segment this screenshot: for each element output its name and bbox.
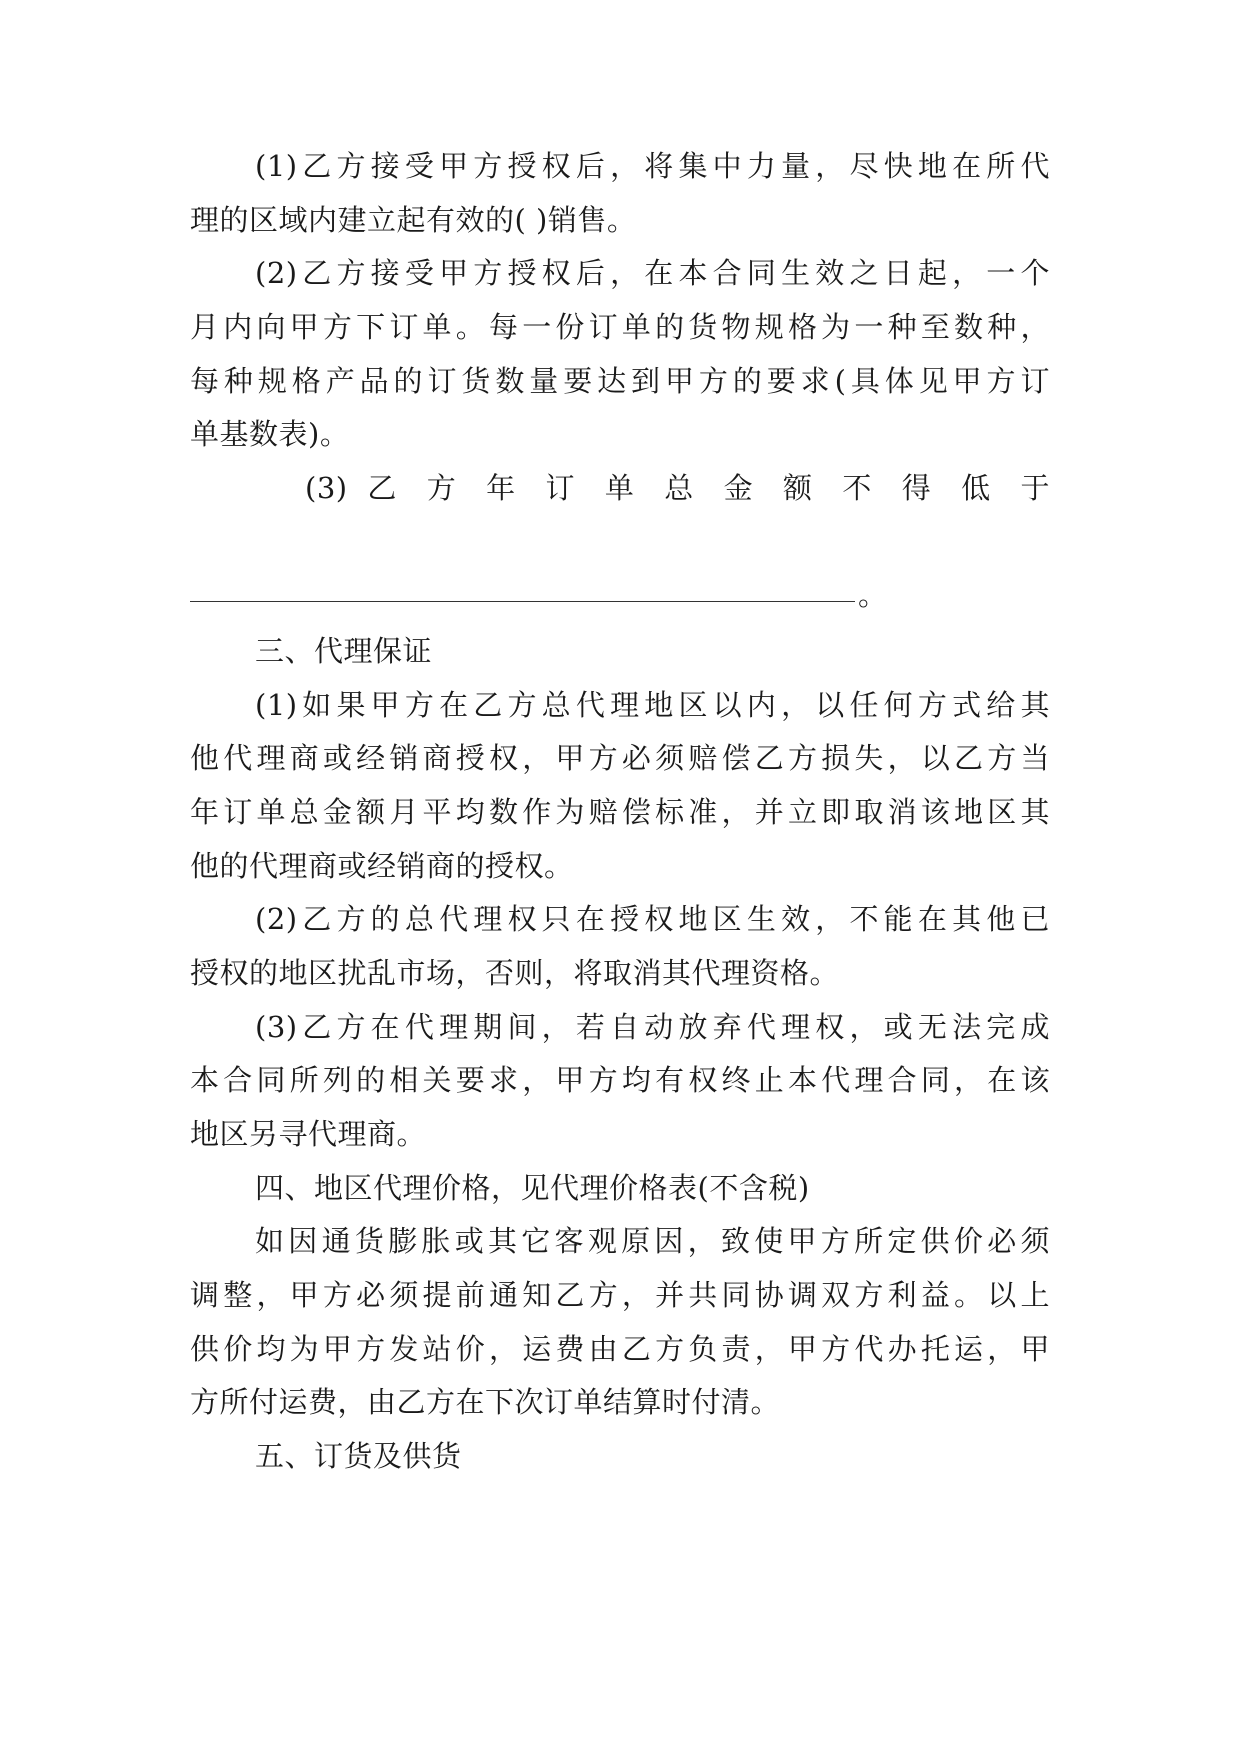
section-4-para-line-4: 方所付运费，由乙方在下次订单结算时付清。: [190, 1385, 781, 1419]
clause-3-3-line-1: (3)乙方在代理期间，若自动放弃代理权，或无法完成: [255, 1010, 1050, 1044]
clause-3-1-line-2: 他代理商或经销商授权，甲方必须赔偿乙方损失，以乙方当: [190, 741, 1050, 775]
blank-underline: [190, 601, 855, 602]
section-4-para-line-2: 调整，甲方必须提前通知乙方，并共同协调双方利益。以上: [190, 1278, 1050, 1312]
clause-2-1-line-2: 理的区域内建立起有效的( )销售。: [190, 203, 637, 237]
clause-2-3-line-1: (3) 乙 方 年 订 单 总 金 额 不 得 低 于: [305, 471, 1050, 505]
clause-2-2-line-3: 每种规格产品的订货数量要达到甲方的要求(具体见甲方订: [190, 364, 1050, 398]
clause-3-1-line-1: (1)如果甲方在乙方总代理地区以内，以任何方式给其: [255, 688, 1050, 722]
clause-3-2-line-1: (2)乙方的总代理权只在授权地区生效，不能在其他已: [255, 902, 1050, 936]
clause-3-1-line-3: 年订单总金额月平均数作为赔偿标准，并立即取消该地区其: [190, 795, 1050, 829]
section-4-heading: 四、地区代理价格，见代理价格表(不含税): [255, 1171, 810, 1205]
clause-2-1-line-1: (1)乙方接受甲方授权后，将集中力量，尽快地在所代: [255, 149, 1050, 183]
clause-2-2-line-1: (2)乙方接受甲方授权后，在本合同生效之日起，一个: [255, 256, 1050, 290]
amount-blank-line: [190, 578, 888, 612]
clause-3-3-line-3: 地区另寻代理商。: [190, 1117, 427, 1151]
clause-2-2-line-2: 月内向甲方下订单。每一份订单的货物规格为一种至数种，: [190, 310, 1050, 344]
section-5-heading: 五、订货及供货: [255, 1439, 462, 1473]
clause-3-3-line-2: 本合同所列的相关要求，甲方均有权终止本代理合同，在该: [190, 1063, 1050, 1097]
clause-2-2-line-4: 单基数表)。: [190, 417, 350, 451]
section-3-heading: 三、代理保证: [255, 634, 433, 668]
section-4-para-line-1: 如因通货膨胀或其它客观原因，致使甲方所定供价必须: [255, 1224, 1050, 1258]
blank-period: 。: [858, 578, 888, 612]
section-4-para-line-3: 供价均为甲方发站价，运费由乙方负责，甲方代办托运，甲: [190, 1332, 1050, 1366]
clause-3-2-line-2: 授权的地区扰乱市场，否则，将取消其代理资格。: [190, 956, 840, 990]
clause-3-1-line-4: 他的代理商或经销商的授权。: [190, 849, 574, 883]
